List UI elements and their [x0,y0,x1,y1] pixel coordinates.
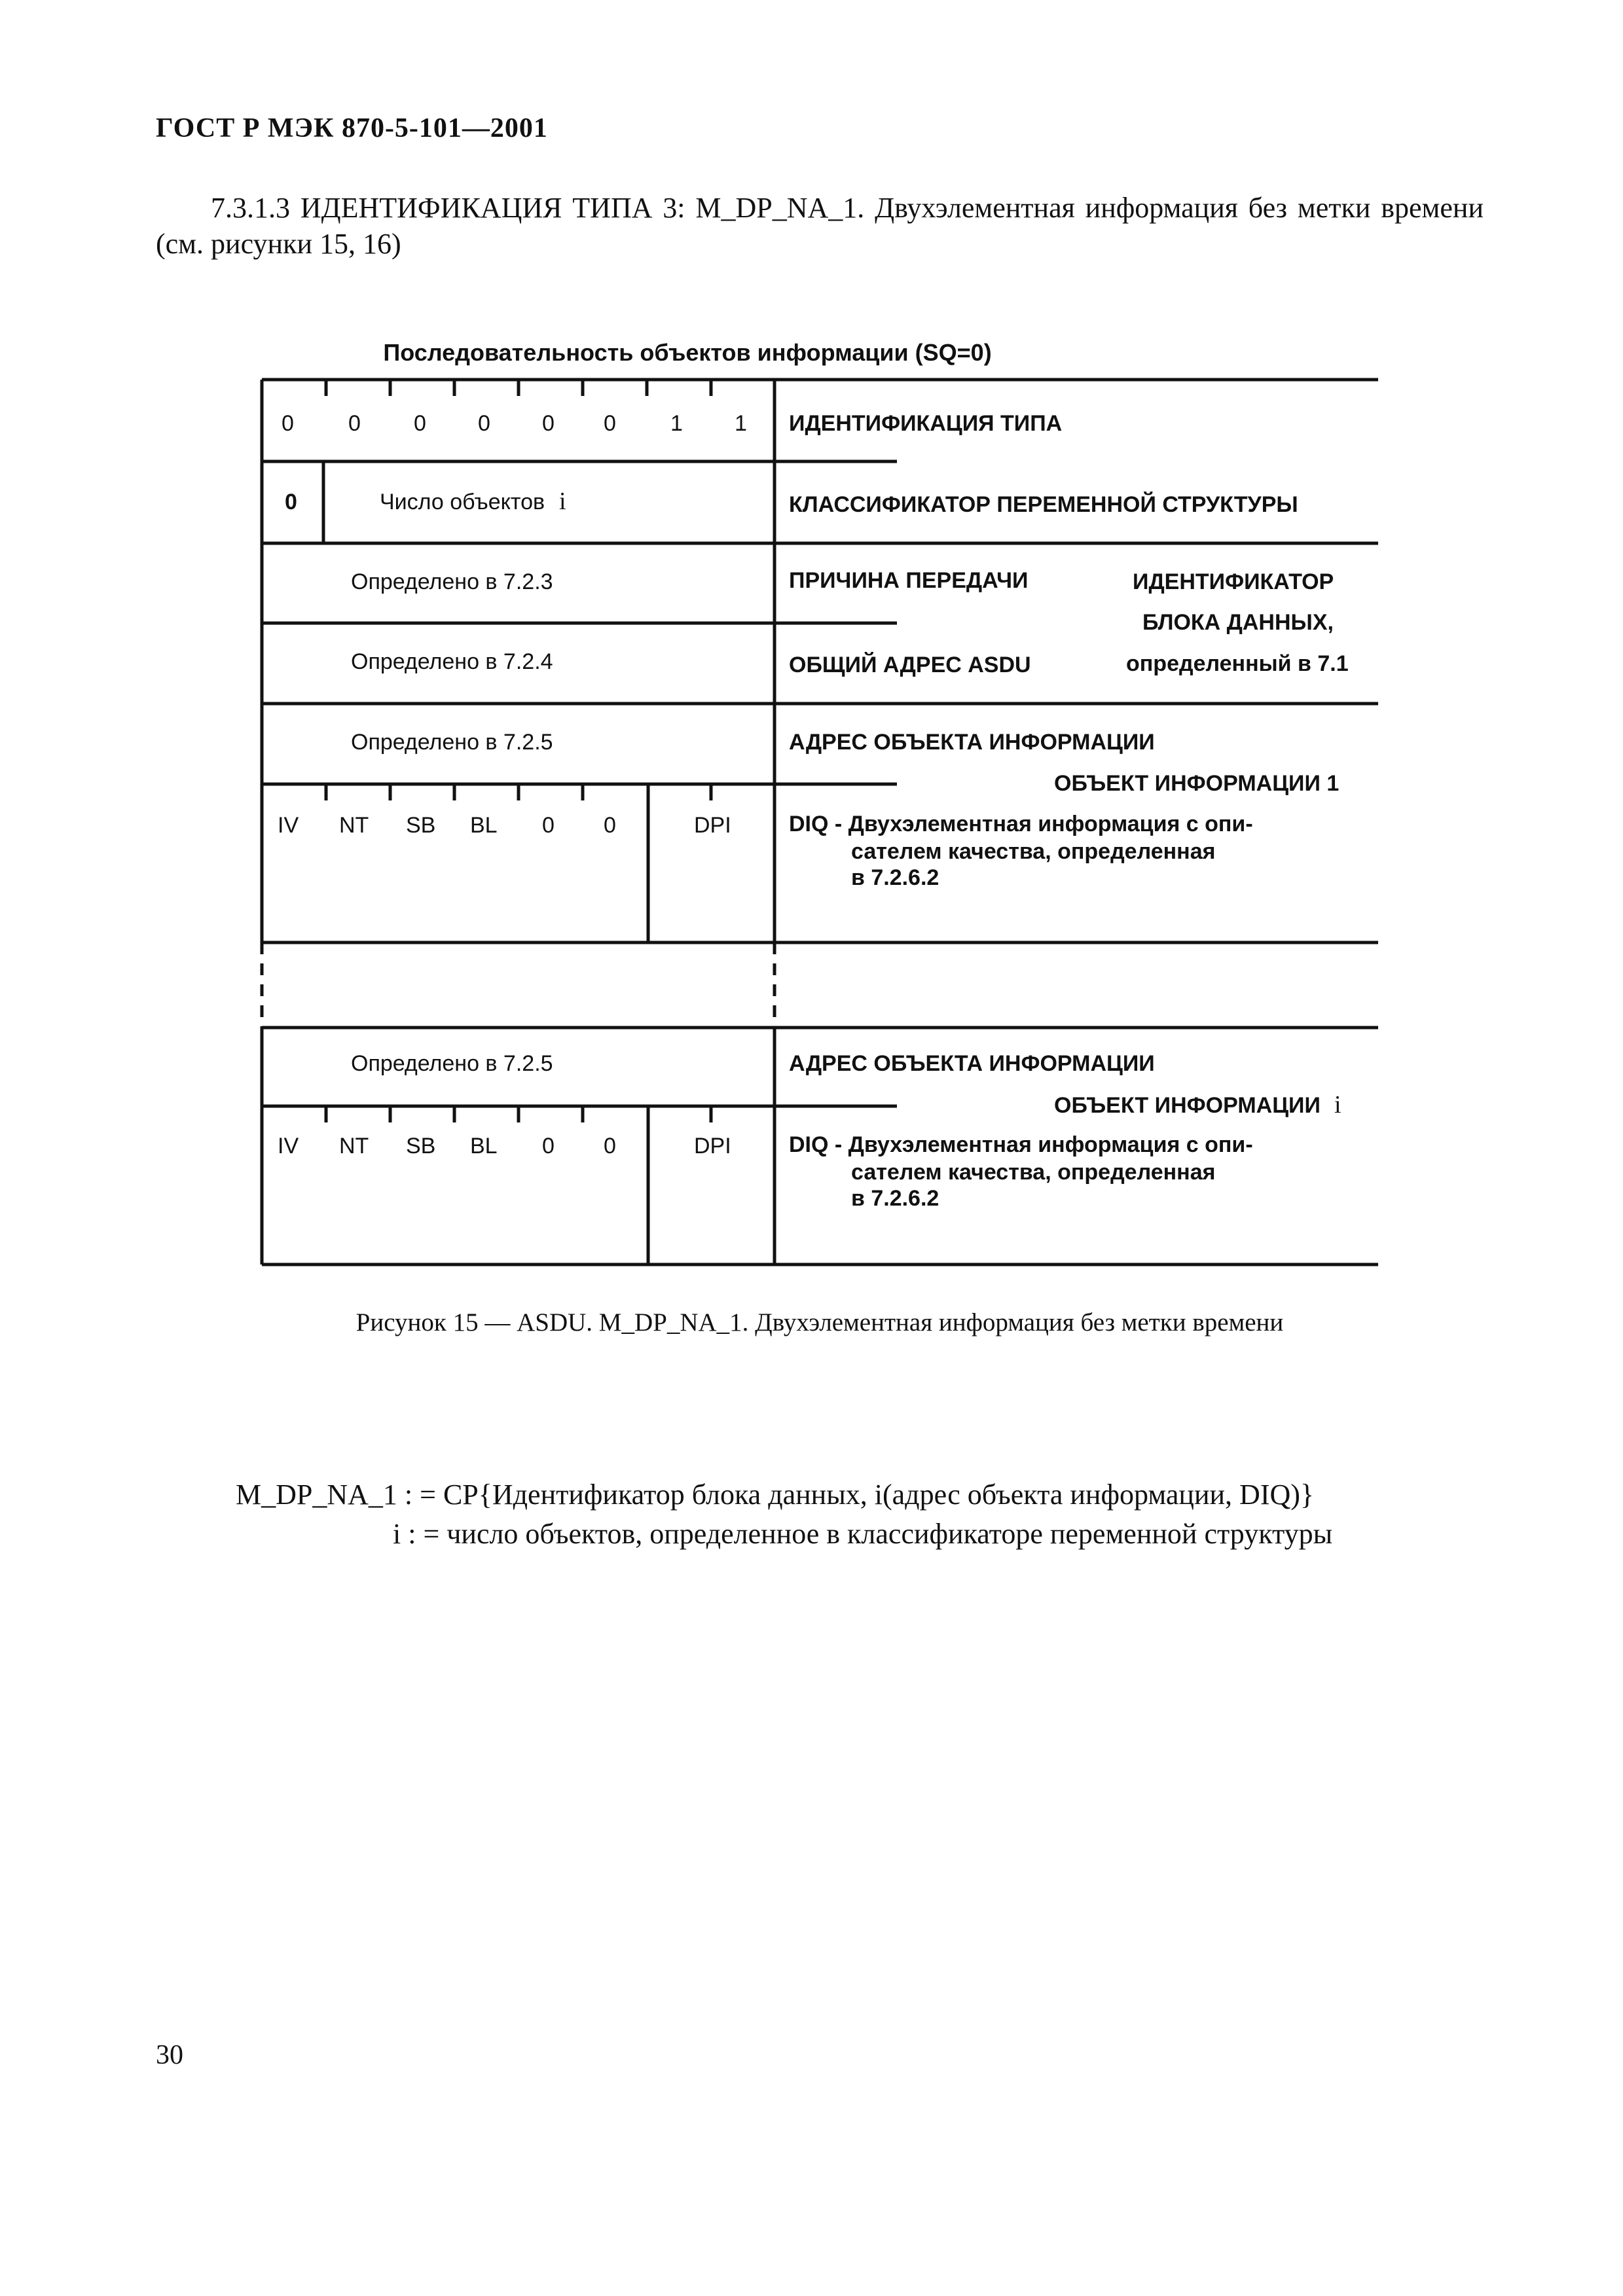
type-id-bit-6: 0 [414,411,426,436]
type-id-bit-3: 0 [604,411,616,436]
diq-i-bit-dpi: DPI [694,1134,731,1158]
diq-bit-bl: BL [470,813,498,838]
page-number: 30 [156,2040,183,2070]
type-id-bit-5: 0 [478,411,490,436]
cot-label: ПРИЧИНА ПЕРЕДАЧИ [789,568,1029,593]
bit-ticks-diq-1 [326,784,711,800]
vsq-bit: 0 [285,490,297,514]
duid-line-2: БЛОКА ДАННЫХ, [1142,610,1334,635]
diq-i-description-line-1: DIQ - Двухэлементная информация с опи- [789,1132,1253,1157]
duid-line-3: определенный в 7.1 [1126,651,1349,676]
diq-i-bit-0b: 0 [604,1134,616,1158]
ioa-label-last: АДРЕС ОБЪЕКТА ИНФОРМАЦИИ [789,1051,1155,1076]
formula-line-1: M_DP_NA_1 : = CP{Идентификатор блока данных, i(адрес объекта информации, DIQ)} [236,1479,1315,1511]
bit-ticks-diq-2 [326,1106,711,1122]
diq-bit-iv: IV [278,813,299,838]
bit-ticks-type-id [326,380,711,396]
defined-724: Определено в 7.2.4 [351,649,553,674]
diq-description-line-3: в 7.2.6.2 [851,865,939,890]
diq-i-bit-bl: BL [470,1134,498,1158]
vsq-label: КЛАССИФИКАТОР ПЕРЕМЕННОЙ СТРУКТУРЫ [789,492,1298,517]
diq-i-bit-sb: SB [406,1134,436,1158]
info-object-i-label: ОБЪЕКТ ИНФОРМАЦИИ [1054,1093,1321,1118]
info-object-i-var: i [1334,1091,1341,1119]
type-id-bit-7: 0 [348,411,361,436]
defined-725-first: Определено в 7.2.5 [351,730,553,755]
type-id-bit-1: 1 [735,411,747,436]
ioa-label-first: АДРЕС ОБЪЕКТА ИНФОРМАЦИИ [789,730,1155,755]
diq-bit-sb: SB [406,813,436,838]
type-id-bit-8: 0 [282,411,294,436]
diq-bit-0b: 0 [604,813,616,838]
document-title: ГОСТ Р МЭК 870-5-101—2001 [156,113,548,143]
defined-725-last: Определено в 7.2.5 [351,1051,553,1076]
diq-i-bit-iv: IV [278,1134,299,1158]
asdu-address-label: ОБЩИЙ АДРЕС ASDU [789,653,1031,677]
vsq-count-label: Число объектов [380,490,545,514]
figure-title: Последовательность объектов информации (SQ=0) [383,339,992,366]
type-id-bit-2: 1 [670,411,683,436]
vsq-count-var: i [559,488,566,515]
diq-description-line-1: DIQ - Двухэлементная информация с опи- [789,812,1253,836]
diq-i-bit-nt: NT [339,1134,369,1158]
diq-bit-dpi: DPI [694,813,731,838]
diq-description-line-2: сателем качества, определенная [851,839,1216,864]
type-id-label: ИДЕНТИФИКАЦИЯ ТИПА [789,411,1063,436]
formula-line-2: i : = число объектов, определенное в классификаторе переменной структуры [393,1518,1333,1550]
defined-723: Определено в 7.2.3 [351,569,553,594]
duid-line-1: ИДЕНТИФИКАТОР [1133,569,1334,594]
type-id-bit-4: 0 [542,411,555,436]
diq-i-description-line-2: сателем качества, определенная [851,1160,1216,1185]
info-object-1-label: ОБЪЕКТ ИНФОРМАЦИИ 1 [1054,771,1340,796]
diq-i-bit-0a: 0 [542,1134,555,1158]
figure-caption: Рисунок 15 — ASDU. M_DP_NA_1. Двухэлементная информация без метки времени [356,1308,1284,1336]
diq-i-description-line-3: в 7.2.6.2 [851,1186,939,1211]
diq-bit-0a: 0 [542,813,555,838]
diq-bit-nt: NT [339,813,369,838]
section-paragraph: 7.3.1.3 ИДЕНТИФИКАЦИЯ ТИПА 3: M_DP_NA_1. Двухэлементная информация без метки времени (см. рисунки 15, 16) [156,192,1484,260]
